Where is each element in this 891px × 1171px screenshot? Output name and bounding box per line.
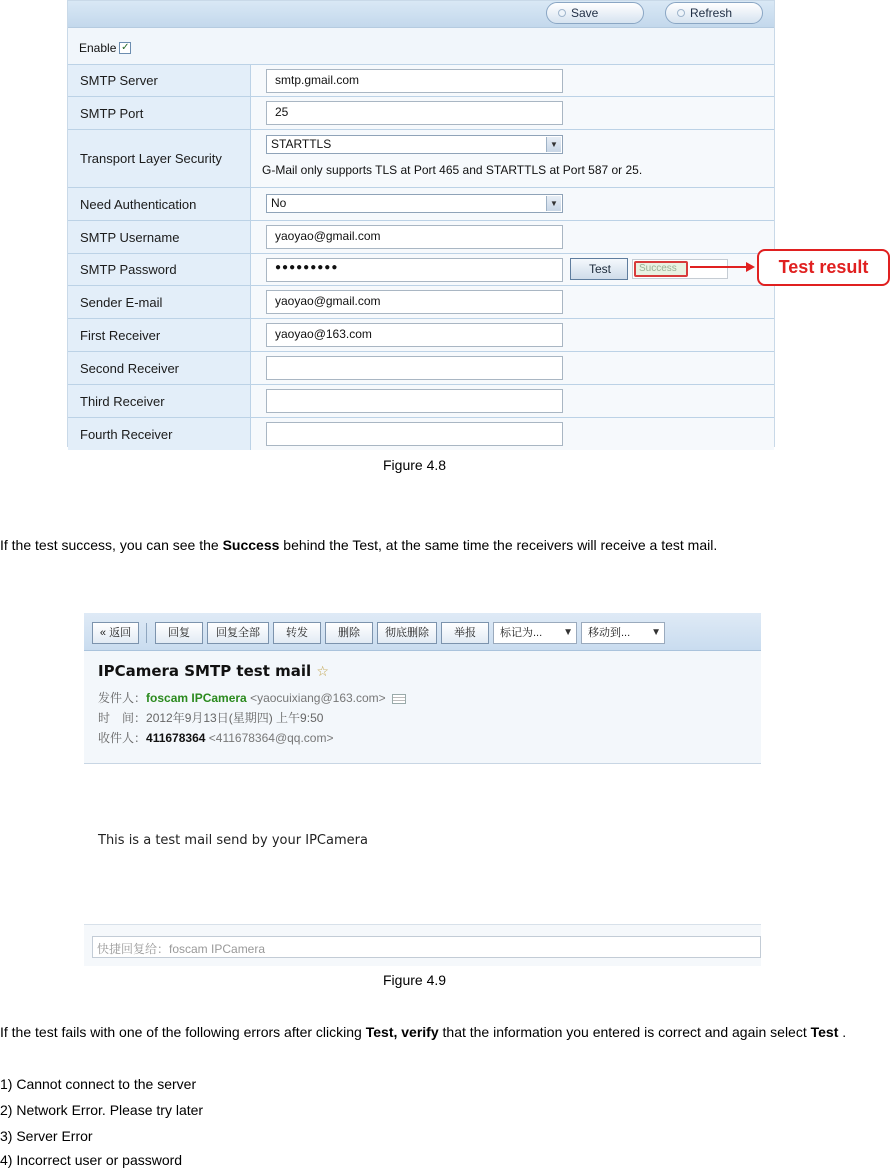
quick-reply-bar: [84, 924, 761, 966]
reply-button[interactable]: 回复: [155, 622, 203, 644]
chevron-down-icon: ▼: [651, 627, 661, 638]
row-smtp-port: [68, 96, 774, 129]
callout-line: [690, 266, 748, 268]
refresh-icon: [677, 9, 685, 17]
success-paragraph: If the test success, you can see the Success behind the Test, at the same time the receivers will receive a test mail.: [0, 537, 718, 553]
enable-checkbox[interactable]: ✓: [121, 42, 130, 53]
smtp-server-input[interactable]: smtp.gmail.com: [266, 69, 563, 93]
forward-button[interactable]: 转发: [273, 622, 321, 644]
toolbar-divider: [146, 623, 147, 643]
settings-rows: [68, 64, 774, 450]
success-bold: Success: [222, 537, 280, 553]
report-button[interactable]: 举报: [441, 622, 489, 644]
test-result-callout: Test result: [757, 249, 890, 286]
refresh-button[interactable]: Refresh: [665, 2, 763, 24]
test-result-box: [632, 259, 728, 279]
failure-paragraph: If the test fails with one of the following errors after clicking Test, verify that the information you entered is correct and again select Test .: [0, 1024, 847, 1040]
mail-time-value: 2012年9月13日(星期四) 上午9:50: [146, 711, 324, 725]
error-2: 2) Network Error. Please try later: [0, 1102, 204, 1118]
smtp-server-label: SMTP Server: [68, 65, 251, 96]
settings-toolbar: [68, 1, 774, 28]
mail-header: [84, 651, 761, 764]
row-fourth-receiver: [68, 417, 774, 450]
recipient-address: <411678364@qq.com>: [208, 731, 334, 745]
recipient-name: 411678364: [146, 731, 206, 745]
row-smtp-password: [68, 253, 774, 285]
error-3: 3) Server Error: [0, 1128, 93, 1144]
row-need-authentication: [68, 187, 774, 220]
tls-select[interactable]: STARTTLS ▼: [266, 135, 563, 154]
first-receiver-input[interactable]: yaoyao@163.com: [266, 323, 563, 347]
chevron-down-icon: ▼: [546, 137, 561, 152]
first-receiver-label: First Receiver: [68, 319, 251, 351]
smtp-username-label: SMTP Username: [68, 221, 251, 253]
back-button[interactable]: « 返回: [92, 622, 139, 644]
sender-email-input[interactable]: yaoyao@gmail.com: [266, 290, 563, 314]
reply-all-button[interactable]: 回复全部: [207, 622, 269, 644]
test-verify-bold: Test, verify: [365, 1024, 439, 1040]
fourth-receiver-input[interactable]: [266, 422, 563, 446]
mail-screenshot: [84, 613, 761, 966]
success-label: Success: [634, 261, 688, 277]
smtp-password-label: SMTP Password: [68, 254, 251, 285]
test-bold: Test: [810, 1024, 839, 1040]
callout-arrow-icon: [746, 262, 755, 272]
need-auth-label: Need Authentication: [68, 188, 251, 220]
enable-label: Enable: [79, 41, 117, 55]
email-settings-panel: [67, 0, 775, 447]
third-receiver-label: Third Receiver: [68, 385, 251, 417]
mark-as-select[interactable]: 标记为... ▼: [493, 622, 577, 644]
chevron-down-icon: ▼: [563, 627, 573, 638]
mail-body: This is a test mail send by your IPCamera: [98, 833, 368, 848]
sender-address: <yaocuixiang@163.com>: [250, 691, 386, 705]
save-button[interactable]: Save: [546, 2, 644, 24]
second-receiver-label: Second Receiver: [68, 352, 251, 384]
need-auth-select[interactable]: No ▼: [266, 194, 563, 213]
third-receiver-input[interactable]: [266, 389, 563, 413]
row-first-receiver: [68, 318, 774, 351]
second-receiver-input[interactable]: [266, 356, 563, 380]
row-smtp-server: [68, 64, 774, 96]
fourth-receiver-label: Fourth Receiver: [68, 418, 251, 450]
enable-row: [79, 41, 131, 55]
tls-note: G-Mail only supports TLS at Port 465 and STARTTLS at Port 587 or 25.: [262, 163, 643, 177]
star-icon[interactable]: ☆: [316, 664, 329, 680]
mail-time: 时 间：2012年9月13日(星期四) 上午9:50: [98, 711, 324, 725]
mail-subject: IPCamera SMTP test mail ☆: [98, 662, 329, 680]
smtp-port-label: SMTP Port: [68, 97, 251, 129]
row-second-receiver: [68, 351, 774, 384]
tls-label: Transport Layer Security: [68, 130, 251, 187]
quick-reply-input[interactable]: 快捷回复给：foscam IPCamera: [92, 936, 761, 958]
chevron-down-icon: ▼: [546, 196, 561, 211]
mail-to: 收件人：411678364 <411678364@qq.com>: [98, 731, 334, 745]
mail-from: 发件人：foscam IPCamera <yaocuixiang@163.com>: [98, 689, 406, 706]
row-transport-layer-security: [68, 129, 774, 187]
sender-name[interactable]: foscam IPCamera: [146, 691, 247, 705]
delete-button[interactable]: 删除: [325, 622, 373, 644]
mail-toolbar: [84, 613, 761, 651]
row-smtp-username: [68, 220, 774, 253]
sender-email-label: Sender E-mail: [68, 286, 251, 318]
error-4: 4) Incorrect user or password: [0, 1152, 183, 1168]
figure-4-8-caption: Figure 4.8: [383, 457, 447, 473]
smtp-username-input[interactable]: yaoyao@gmail.com: [266, 225, 563, 249]
smtp-password-input[interactable]: ●●●●●●●●●: [266, 258, 563, 282]
move-to-select[interactable]: 移动到... ▼: [581, 622, 665, 644]
test-button[interactable]: Test: [570, 258, 628, 280]
contact-card-icon[interactable]: [392, 694, 406, 704]
row-sender-email: [68, 285, 774, 318]
save-icon: [558, 9, 566, 17]
delete-permanently-button[interactable]: 彻底删除: [377, 622, 437, 644]
figure-4-9-caption: Figure 4.9: [383, 972, 447, 988]
smtp-port-input[interactable]: 25: [266, 101, 563, 125]
error-1: 1) Cannot connect to the server: [0, 1076, 197, 1092]
row-third-receiver: [68, 384, 774, 417]
